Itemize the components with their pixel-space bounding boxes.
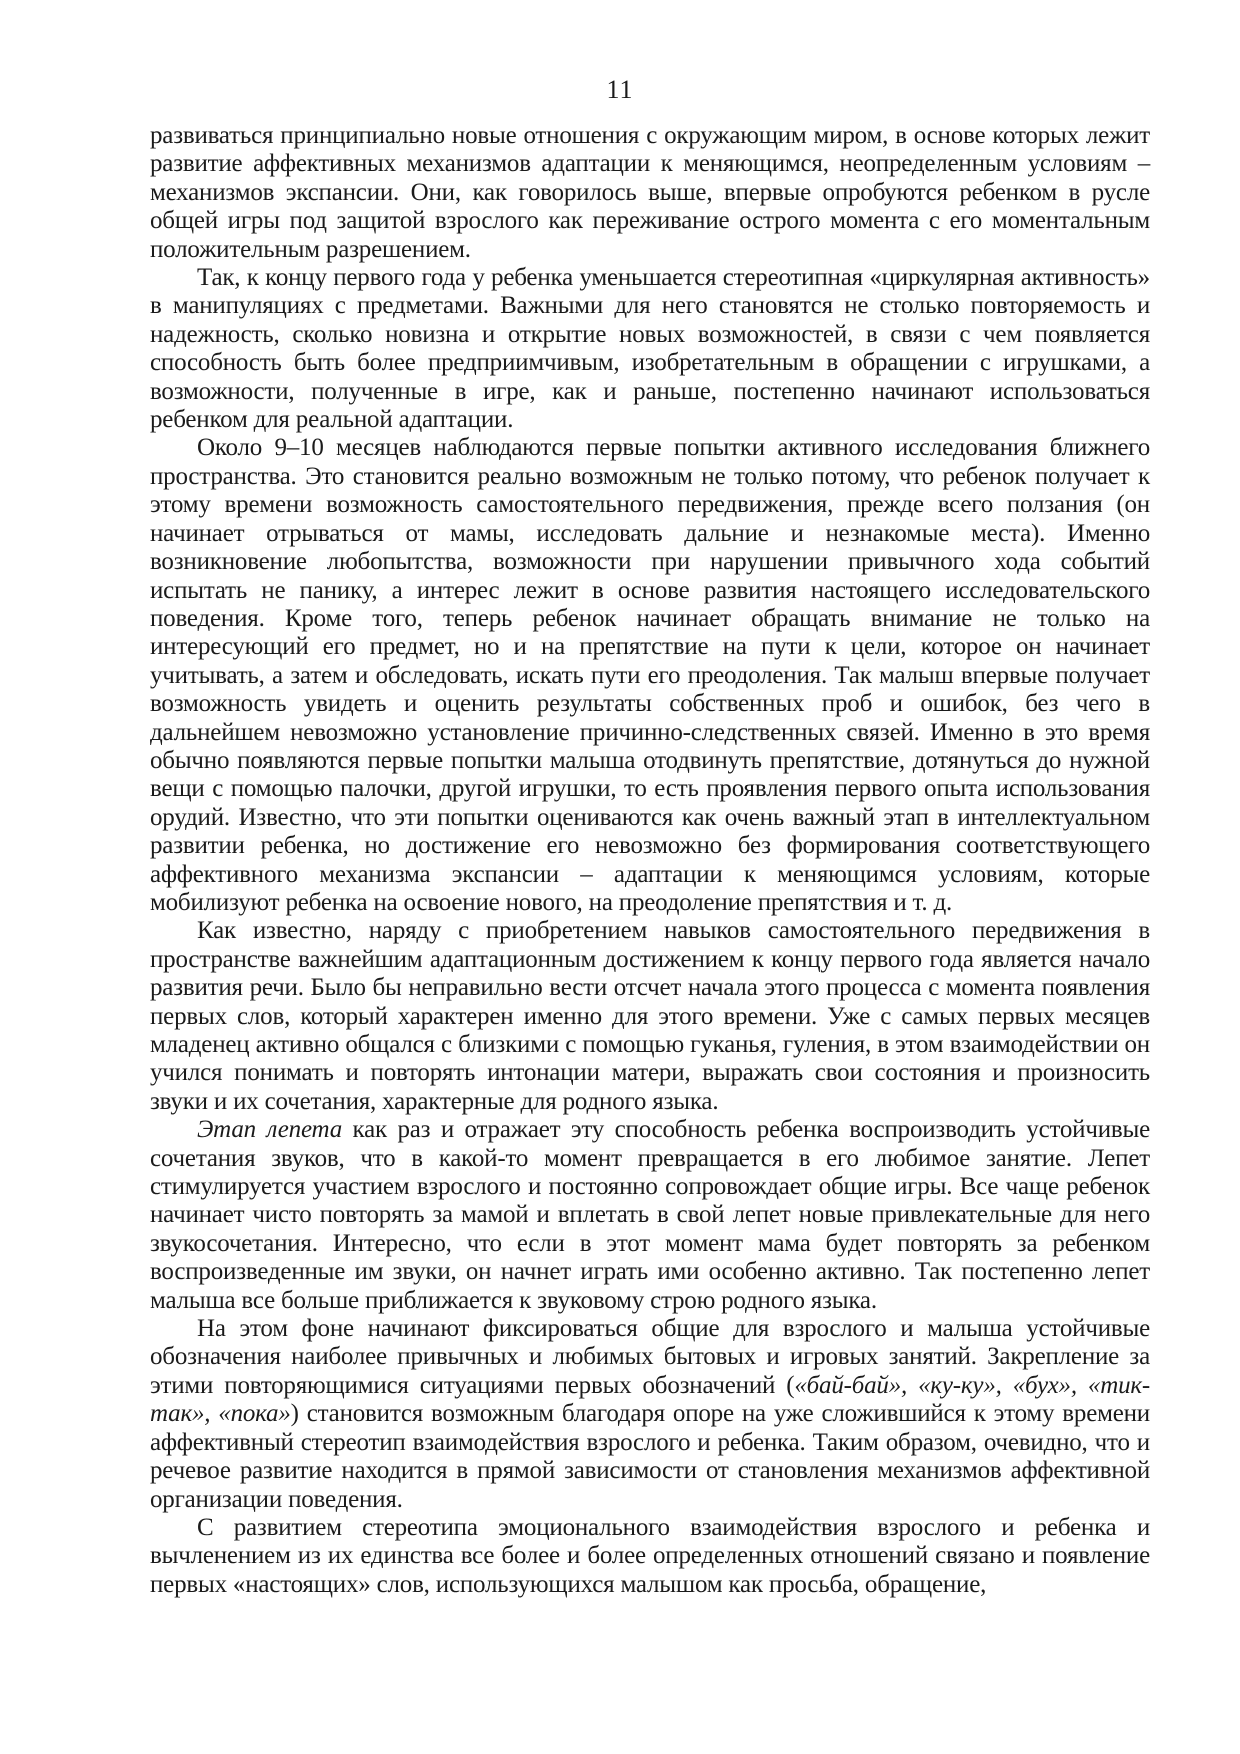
page-number: 11 [606, 75, 634, 104]
paragraph-1 [150, 122, 1150, 264]
paragraph-1-text: развиваться принципиально новые отношения с окружающим миром, в основе которых лежит развитие аффективных механизмов адаптации к меняющимся, неопределенным условиям – механизмов экспансии. Они, как говорилось выше, впервые опробуются ребенком в русле общей игры под защитой взрослого как переживание острого момента с его моментальным положительным разрешением. [150, 122, 1150, 263]
paragraph-6-text-before: На этом фоне начинают фиксироваться общие для взрослого и малыша устойчивые обозначения наиболее привычных и любимых бытовых и игровых занятий. Закрепление за этими повторяющимися ситуациями первых обозначений ( [150, 1315, 1150, 1399]
paragraph-2 [150, 264, 1150, 434]
paragraph-6 [150, 1315, 1150, 1514]
paragraph-4 [150, 917, 1150, 1116]
paragraph-6-text-after: ) становится возможным благодаря опоре на уже сложившийся к этому времени аффективный стереотип взаимодействия взрослого и ребенка. Таким образом, очевидно, что и речевое развитие находится в прямой зависимости от становления механизмов аффективной организации поведения. [150, 1400, 1150, 1513]
paragraph-5-lead-italic: Этап лепета [197, 1116, 342, 1144]
paragraph-2-text: Так, к концу первого года у ребенка уменьшается стереотипная «циркулярная активность» в манипуляциях с предметами. Важными для него становятся не столько повторяемость и надежность, сколько новизна и открытие новых возможностей, в связи с чем появляется способность быть более предприимчивым, изобретательным в обращении с игрушками, а возможности, полученные в игре, как и раньше, постепенно начинают использоваться ребенком для реальной адаптации. [150, 264, 1150, 434]
paragraph-3-text: Около 9–10 месяцев наблюдаются первые попытки активного исследования ближнего пространства. Это становится реально возможным не только потому, что ребенок получает к этому времени возможность самостоятельного передвижения, прежде всего ползания (он начинает отрываться от мамы, исследовать дальние и незнакомые места). Именно возникновение любопытства, возможности при нарушении привычного хода событий испытать не панику, а интерес лежит в основе развития настоящего исследовательского поведения. Кроме того, теперь ребенок начинает обращать внимание не только на интересующий его предмет, но и на препятствие на пути к цели, которое он начинает учитывать, а затем и обследовать, искать пути его преодоления. Так малыш впервые получает возможность увидеть и оценить результаты собственных проб и ошибок, без чего в дальнейшем невозможно установление причинно-следственных связей. Именно в это время обычно появляются первые попытки малыша отодвинуть препятствие, дотянуться до нужной вещи с помощью палочки, другой игрушки, то есть проявления первого опыта использования орудий. Известно, что эти попытки оцениваются как очень важный этап в интеллектуальном развитии ребенка, но достижение его невозможно без формирования соответствующего аффективного механизма экспансии – адаптации к меняющимся условиям, которые мобилизуют ребенка на освоение нового, на преодоление препятствия и т. д. [150, 434, 1150, 916]
paragraph-7-text: С развитием стереотипа эмоционального взаимодействия взрослого и ребенка и вычленением из их единства все более и более определенных отношений связано и появление первых «настоящих» слов, использующихся малышом как просьба, обращение, [150, 1513, 1150, 1598]
paragraph-7 [150, 1514, 1150, 1599]
page-body [150, 122, 1150, 1599]
paragraph-5-text: как раз и отражает эту способность ребенка воспроизводить устойчивые сочетания звуков, что в какой-то момент превращается в его любимое занятие. Лепет стимулируется участием взрослого и постоянно сопровождает общие игры. Все чаще ребенок начинает чисто повторять за мамой и вплетать в свой лепет новые привлекательные для него звукосочетания. Интересно, что если в этот момент мама будет повторять за ребенком воспроизведенные им звуки, он начнет играть ими особенно активно. Так постепенно лепет малыша все больше приближается к звуковому строю родного языка. [150, 1116, 1150, 1314]
paragraph-3 [150, 434, 1150, 917]
paragraph-6-italic-words: «бай-бай», «ку-ку», «бух», «тик-так», «пока» [150, 1371, 1150, 1428]
paragraph-5 [150, 1116, 1150, 1315]
paragraph-4-text: Как известно, наряду с приобретением навыков самостоятельного передвижения в пространстве важнейшим адаптационным достижением к концу первого года является начало развития речи. Было бы неправильно вести отсчет начала этого процесса с момента появления первых слов, который характерен именно для этого времени. Уже с самых первых месяцев младенец активно общался с близкими с помощью гуканья, гуления, в этом взаимодействии он учился понимать и повторять интонации матери, выражать свои состояния и произносить звуки и их сочетания, характерные для родного языка. [150, 917, 1150, 1115]
